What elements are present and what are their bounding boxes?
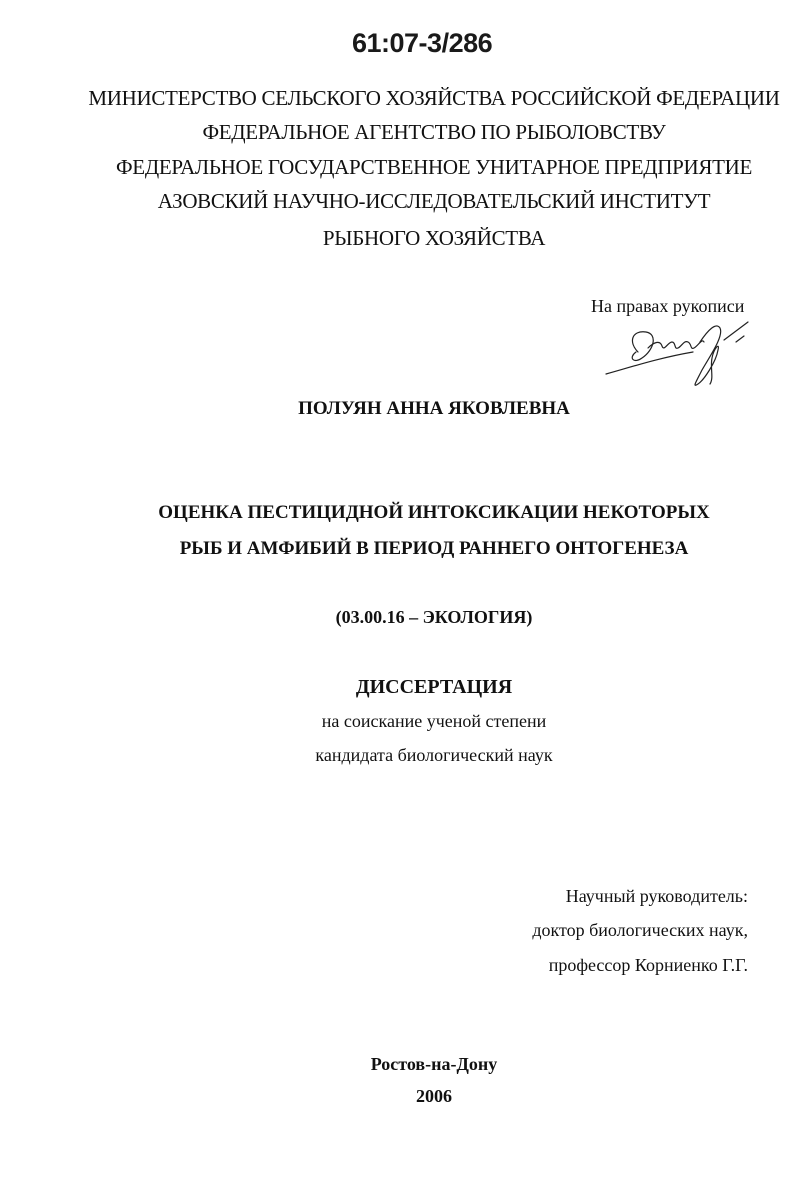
title-line-1: ОЦЕНКА ПЕСТИЦИДНОЙ ИНТОКСИКАЦИИ НЕКОТОРЫХ (158, 502, 710, 523)
title-line-2: РЫБ И АМФИБИЙ В ПЕРИОД РАННЕГО ОНТОГЕНЕЗА (179, 538, 689, 559)
organization-line-enterprise: ФЕДЕРАЛЬНОЕ ГОСУДАРСТВЕННОЕ УНИТАРНОЕ ПРЕДПРИЯТИЕ (116, 155, 752, 179)
author-name: ПОЛУЯН АННА ЯКОВЛЕВНА (298, 398, 570, 419)
year: 2006 (416, 1086, 452, 1106)
organization-line-agency: ФЕДЕРАЛЬНОЕ АГЕНТСТВО ПО РЫБОЛОВСТВУ (202, 120, 666, 144)
document-type: ДИССЕРТАЦИЯ (355, 676, 513, 698)
handwritten-signature (598, 312, 763, 392)
degree-line-1: на соискание ученой степени (321, 711, 547, 731)
organization-line-institute-cont: РЫБНОГО ХОЗЯЙСТВА (322, 226, 546, 250)
organization-line-ministry: МИНИСТЕРСТВО СЕЛЬСКОГО ХОЗЯЙСТВА РОССИЙСКОЙ ФЕДЕРАЦИИ (88, 86, 780, 110)
city: Ростов-на-Дону (370, 1054, 498, 1074)
degree-line-2: кандидата биологический наук (315, 745, 553, 765)
supervisor-degree: доктор биологических наук, (532, 920, 748, 940)
specialty-code: (03.00.16 – ЭКОЛОГИЯ) (335, 607, 533, 627)
supervisor-heading: Научный руководитель: (565, 886, 748, 906)
catalog-number: 61:07-3/286 (352, 28, 493, 58)
rights-note: На правах рукописи (591, 296, 745, 316)
supervisor-name: профессор Корниенко Г.Г. (548, 955, 748, 975)
organization-line-institute: АЗОВСКИЙ НАУЧНО-ИССЛЕДОВАТЕЛЬСКИЙ ИНСТИТУТ (157, 189, 711, 213)
